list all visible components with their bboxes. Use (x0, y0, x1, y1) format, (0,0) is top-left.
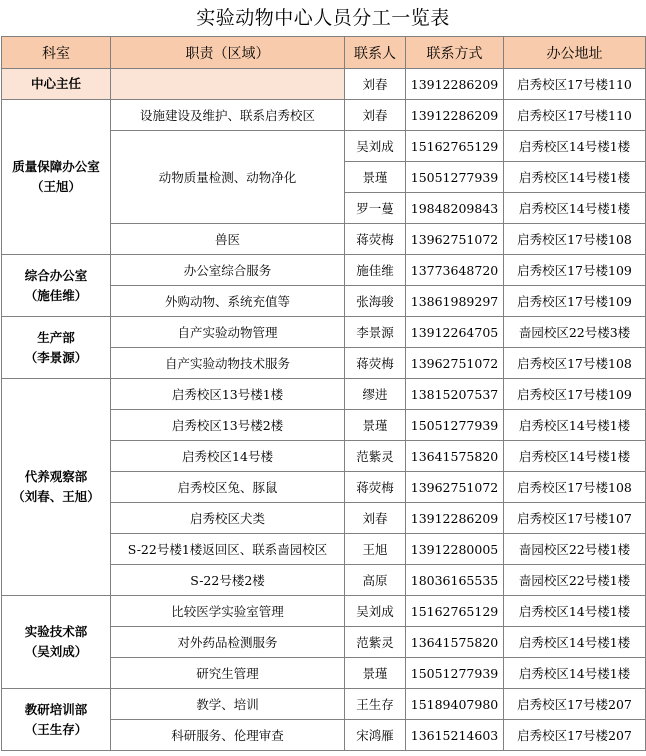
table-row (2, 379, 646, 410)
director-duty (111, 69, 345, 100)
dept-head: （王生存） (24, 721, 88, 737)
phone-cell: 15051277939 (406, 162, 504, 193)
phone-cell: 13912286209 (406, 503, 504, 534)
duty-cell: 教学、培训 (111, 689, 345, 720)
duty-cell: 启秀校区14号楼 (111, 441, 345, 472)
phone-cell: 19848209843 (406, 193, 504, 224)
duty-cell: 兽医 (111, 224, 345, 255)
duty-cell: 启秀校区兔、豚鼠 (111, 472, 345, 503)
address-cell: 启秀校区17号楼108 (504, 348, 646, 379)
table-header-row (2, 37, 646, 69)
address-cell: 启秀校区17号楼109 (504, 286, 646, 317)
duty-cell: 办公室综合服务 (111, 255, 345, 286)
dept-name: 教研培训部 (24, 701, 88, 717)
staff-table (1, 36, 646, 751)
address-cell: 启秀校区17号楼207 (504, 720, 646, 751)
contact-cell: 景瑾 (345, 410, 406, 441)
phone-cell: 15162765129 (406, 131, 504, 162)
dept-head: （吴刘成） (24, 644, 88, 659)
address-cell: 启秀校区14号楼1楼 (504, 131, 646, 162)
contact-cell: 高原 (345, 565, 406, 596)
contact-cell: 范紫灵 (345, 627, 406, 658)
address-cell: 启秀校区14号楼1楼 (504, 627, 646, 658)
contact-cell: 景瑾 (345, 162, 406, 193)
contact-cell: 王生存 (345, 689, 406, 720)
duty-cell: S-22号楼1楼返回区、联系啬园校区 (111, 534, 345, 565)
dept-cell (2, 100, 111, 255)
director-contact: 刘春 (345, 69, 406, 100)
duty-cell: 比较医学实验室管理 (111, 596, 345, 627)
duty-cell: 启秀校区13号楼2楼 (111, 410, 345, 441)
duty-cell: 自产实验动物管理 (111, 317, 345, 348)
table-row (2, 317, 646, 348)
director-row (2, 69, 646, 100)
contact-cell: 缪进 (345, 379, 406, 410)
phone-cell: 13861989297 (406, 286, 504, 317)
phone-cell: 13815207537 (406, 379, 504, 410)
duty-cell: 启秀校区13号楼1楼 (111, 379, 345, 410)
contact-cell: 宋鸿雁 (345, 720, 406, 751)
contact-cell: 蒋荧梅 (345, 224, 406, 255)
phone-cell: 15162765129 (406, 596, 504, 627)
address-cell: 启秀校区14号楼1楼 (504, 193, 646, 224)
address-cell: 启秀校区17号楼108 (504, 472, 646, 503)
table-row (2, 596, 646, 627)
header-address: 办公地址 (504, 37, 646, 69)
table-row (2, 255, 646, 286)
director-address: 启秀校区17号楼110 (504, 69, 646, 100)
phone-cell: 15189407980 (406, 689, 504, 720)
header-phone: 联系方式 (406, 37, 504, 69)
address-cell: 啬园校区22号楼1楼 (504, 565, 646, 596)
duty-cell: 研究生管理 (111, 658, 345, 689)
dept-cell (2, 689, 111, 751)
contact-cell: 吴刘成 (345, 596, 406, 627)
dept-head: （李景源） (24, 349, 88, 365)
director-phone: 13912286209 (406, 69, 504, 100)
dept-name: 质量保障办公室 (12, 159, 100, 174)
duty-cell: 动物质量检测、动物净化 (111, 131, 345, 224)
director-dept: 中心主任 (2, 69, 111, 100)
header-dept: 科室 (2, 37, 111, 69)
duty-cell: 启秀校区犬类 (111, 503, 345, 534)
dept-head: （刘春、王旭） (12, 489, 100, 504)
header-duty: 职责（区域） (111, 37, 345, 69)
phone-cell: 13773648720 (406, 255, 504, 286)
address-cell: 啬园校区22号楼1楼 (504, 534, 646, 565)
address-cell: 启秀校区17号楼207 (504, 689, 646, 720)
dept-name: 综合办公室 (24, 267, 88, 283)
phone-cell: 15051277939 (406, 410, 504, 441)
contact-cell: 李景源 (345, 317, 406, 348)
contact-cell: 吴刘成 (345, 131, 406, 162)
table-row (2, 100, 646, 131)
phone-cell: 13962751072 (406, 472, 504, 503)
dept-name: 代养观察部 (24, 469, 88, 484)
address-cell: 启秀校区14号楼1楼 (504, 162, 646, 193)
duty-cell: 对外药品检测服务 (111, 627, 345, 658)
contact-cell: 蒋荧梅 (345, 472, 406, 503)
duty-cell: 科研服务、伦理审查 (111, 720, 345, 751)
duty-cell: 外购动物、系统充值等 (111, 286, 345, 317)
duty-cell: 设施建设及维护、联系启秀校区 (111, 100, 345, 131)
phone-cell: 13641575820 (406, 441, 504, 472)
contact-cell: 刘春 (345, 503, 406, 534)
address-cell: 启秀校区14号楼1楼 (504, 410, 646, 441)
dept-cell (2, 317, 111, 379)
address-cell: 启秀校区17号楼110 (504, 100, 646, 131)
phone-cell: 13615214603 (406, 720, 504, 751)
phone-cell: 13912264705 (406, 317, 504, 348)
phone-cell: 15051277939 (406, 658, 504, 689)
address-cell: 启秀校区14号楼1楼 (504, 441, 646, 472)
duty-cell: 自产实验动物技术服务 (111, 348, 345, 379)
phone-cell: 18036165535 (406, 565, 504, 596)
phone-cell: 13912286209 (406, 100, 504, 131)
address-cell: 启秀校区17号楼109 (504, 379, 646, 410)
phone-cell: 13912280005 (406, 534, 504, 565)
dept-name: 生产部 (37, 329, 75, 345)
contact-cell: 刘春 (345, 100, 406, 131)
address-cell: 启秀校区17号楼107 (504, 503, 646, 534)
dept-name: 实验技术部 (24, 624, 88, 639)
dept-head: （王旭） (30, 179, 81, 194)
dept-head: （施佳维） (24, 287, 88, 303)
dept-cell (2, 255, 111, 317)
dept-cell (2, 379, 111, 596)
phone-cell: 13641575820 (406, 627, 504, 658)
contact-cell: 王旭 (345, 534, 406, 565)
contact-cell: 张海骏 (345, 286, 406, 317)
address-cell: 启秀校区17号楼109 (504, 255, 646, 286)
contact-cell: 罗一蔓 (345, 193, 406, 224)
table-row (2, 689, 646, 720)
address-cell: 启秀校区14号楼1楼 (504, 658, 646, 689)
address-cell: 启秀校区17号楼108 (504, 224, 646, 255)
header-contact: 联系人 (345, 37, 406, 69)
phone-cell: 13962751072 (406, 224, 504, 255)
dept-cell (2, 596, 111, 689)
contact-cell: 景瑾 (345, 658, 406, 689)
address-cell: 啬园校区22号楼3楼 (504, 317, 646, 348)
page-title: 实验动物中心人员分工一览表 (196, 7, 450, 29)
contact-cell: 范紫灵 (345, 441, 406, 472)
contact-cell: 施佳维 (345, 255, 406, 286)
address-cell: 启秀校区14号楼1楼 (504, 596, 646, 627)
duty-cell: S-22号楼2楼 (111, 565, 345, 596)
phone-cell: 13962751072 (406, 348, 504, 379)
contact-cell: 蒋荧梅 (345, 348, 406, 379)
